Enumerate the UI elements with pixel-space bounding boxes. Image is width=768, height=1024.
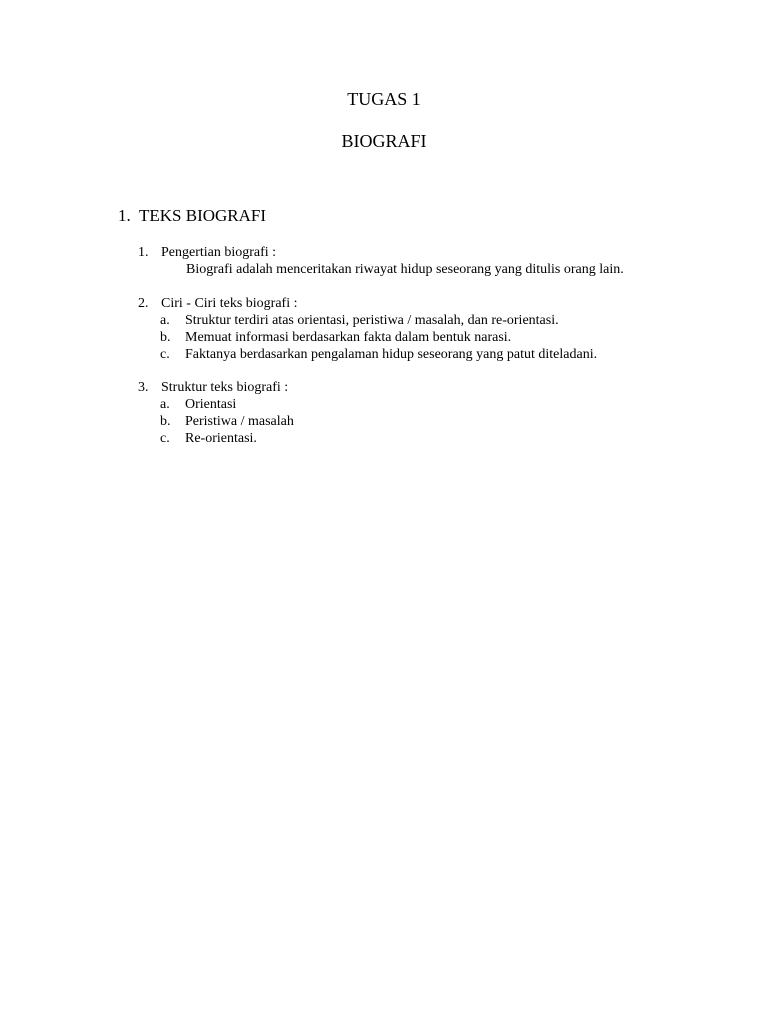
sub-item-letter: c. <box>160 347 170 362</box>
sub-item <box>160 396 236 413</box>
sub-item-text: Orientasi <box>185 397 237 412</box>
list-item <box>138 244 276 261</box>
sub-item-letter: a. <box>160 397 170 412</box>
document-title: TUGAS 1 <box>347 89 421 109</box>
definition-text: Biografi adalah menceritakan riwayat hidup seseorang yang ditulis orang lain. <box>186 262 624 277</box>
sub-item-letter: b. <box>160 414 171 429</box>
item-number: 3. <box>138 380 149 395</box>
document-subtitle: BIOGRAFI <box>341 131 427 151</box>
sub-item <box>160 346 597 363</box>
section-heading <box>118 206 266 226</box>
item-number: 1. <box>138 245 149 260</box>
item-label: Ciri - Ciri teks biografi : <box>161 296 298 311</box>
item-label: Struktur teks biografi : <box>161 380 289 395</box>
sub-item-letter: c. <box>160 431 170 446</box>
sub-item-letter: b. <box>160 330 171 345</box>
sub-item <box>160 430 257 447</box>
sub-item-letter: a. <box>160 313 170 328</box>
sub-item-text: Memuat informasi berdasarkan fakta dalam bentuk narasi. <box>185 330 512 345</box>
sub-item-text: Re-orientasi. <box>185 431 257 446</box>
sub-item-text: Faktanya berdasarkan pengalaman hidup seseorang yang patut diteladani. <box>185 347 598 362</box>
sub-item <box>160 312 559 329</box>
sub-item-text: Peristiwa / masalah <box>185 414 294 429</box>
section-number: 1. <box>118 206 131 225</box>
sub-item <box>160 329 511 346</box>
section-title: TEKS BIOGRAFI <box>139 206 267 225</box>
sub-item-text: Struktur terdiri atas orientasi, peristiwa / masalah, dan re-orientasi. <box>185 313 559 328</box>
sub-item <box>160 413 294 430</box>
item-label: Pengertian biografi : <box>161 245 277 260</box>
list-item <box>138 379 288 396</box>
item-number: 2. <box>138 296 149 311</box>
list-item <box>138 295 297 312</box>
